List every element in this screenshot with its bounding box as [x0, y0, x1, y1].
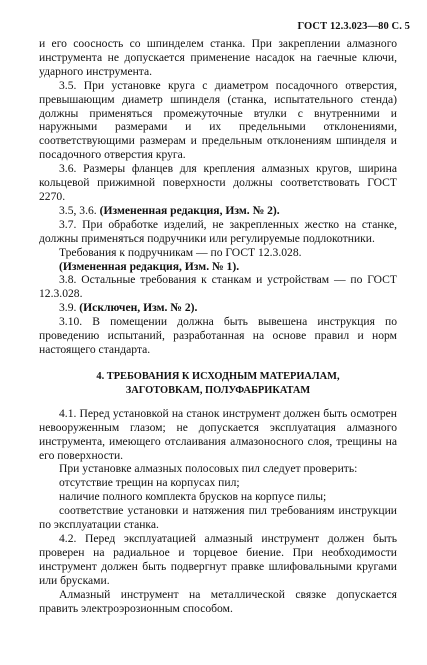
list-item-no-cracks: отсутствие трещин на корпусах пил;	[59, 476, 240, 490]
page-header: ГОСТ 12.3.023—80 С. 5	[297, 21, 410, 32]
section-heading	[39, 370, 397, 398]
list-item-full-set: наличие полного комплекта брусков на корпусе пилы;	[59, 490, 327, 504]
paragraph-3-8: 3.8. Остальные требования к станкам и устройствам — по ГОСТ 12.3.028.	[39, 273, 397, 301]
paragraph-3-5: 3.5. При установке круга с диаметром посадочного отверстия, превышающим диаметр шпинделя (станка, испытательного стенда) должны применяться промежуточные втулки с внутренними и наружными размерами и их предельными отклонениями, соответствующими размерам и предельным отклонениям шпинделя и посадочного отверстия круга.	[39, 78, 397, 162]
paragraph-metal-bond: Алмазный инструмент на металлической связке допускается править электроэрозионным способом.	[39, 587, 397, 615]
amendment-note-1: (Измененная редакция, Изм. № 1).	[59, 259, 240, 273]
amendment-note: (Измененная редакция, Изм. № 2).	[99, 203, 280, 217]
paragraph-saw-check: При установке алмазных полосовых пил следует проверить:	[59, 462, 358, 476]
paragraph-handrest-requirements: Требования к подручникам — по ГОСТ 12.3.028.	[59, 245, 302, 259]
excluded-note: (Исключен, Изм. № 2).	[79, 301, 198, 315]
section-heading-line2: ЗАГОТОВКАМ, ПОЛУФАБРИКАТАМ	[125, 384, 311, 396]
list-item-tension: соответствие установки и натяжения пил требованиям инструкции по эксплуатации станка.	[39, 504, 397, 532]
paragraph-3-10: 3.10. В помещении должна быть вывешена инструкция по проведению испытаний, разработанная на основе правил и норм настоящего стандарта.	[39, 315, 397, 356]
paragraph-3-9	[39, 301, 397, 315]
clause-ref: 3.9.	[59, 301, 77, 315]
paragraph-4-1: 4.1. Перед установкой на станок инструмент должен быть осмотрен невооруженным глазом; не допускается эксплуатация алмазного инструмента, имеющего отслаивания алмазоносного слоя, трещины на его поверхности.	[39, 406, 397, 462]
document-body	[39, 37, 397, 615]
paragraph-4-2: 4.2. Перед эксплуатацией алмазный инструмент должен быть проверен на радиальное и торцевое биение. При необходимости инструмент должен быть подвергнут правке шлифовальными кругами или брусками.	[39, 532, 397, 587]
paragraph-continuation: и его соосность со шпинделем станка. При закреплении алмазного инструмента не допускается применение насадок на гаечные ключи, ударного инструмента.	[39, 37, 397, 78]
paragraph-3-5-3-6-note	[39, 204, 397, 218]
section-heading-line1: 4. ТРЕБОВАНИЯ К ИСХОДНЫМ МАТЕРИАЛАМ,	[96, 370, 340, 382]
note-ref: 3.5, 3.6.	[59, 203, 97, 217]
paragraph-3-6: 3.6. Размеры фланцев для крепления алмазных кругов, ширина кольцевой прижимной поверхности должны соответствовать ГОСТ 2270.	[39, 162, 397, 203]
paragraph-3-7: 3.7. При обработке изделий, не закрепленных жестко на станке, должны применяться подручники или регулируемые подлокотники.	[39, 217, 397, 245]
